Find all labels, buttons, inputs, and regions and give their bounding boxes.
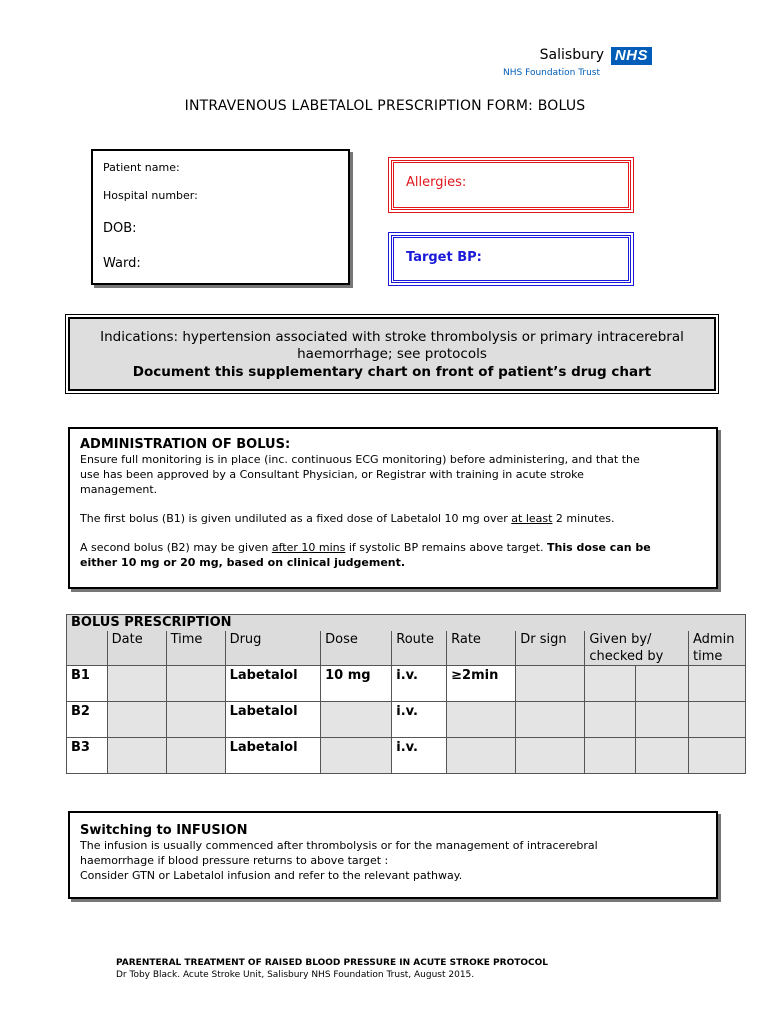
route-cell: i.v. xyxy=(392,666,447,702)
org-name: Salisbury xyxy=(539,47,604,63)
bolus-prescription-table xyxy=(66,614,746,774)
dr-sign-cell[interactable] xyxy=(516,738,585,774)
date-cell[interactable] xyxy=(107,702,166,738)
indications-line-1: Indications: hypertension associated with stroke thrombolysis or primary intracerebral xyxy=(100,329,684,345)
patient-name-label: Patient name: xyxy=(103,161,180,174)
route-cell: i.v. xyxy=(392,702,447,738)
rate-cell: ≥2min xyxy=(447,666,516,702)
allergies-box xyxy=(391,160,631,210)
header-time: Time xyxy=(166,631,225,666)
prescription-title: BOLUS PRESCRIPTION xyxy=(67,615,746,632)
table-row xyxy=(67,666,746,702)
route-cell: i.v. xyxy=(392,738,447,774)
dose-cell: 10 mg xyxy=(321,666,392,702)
hospital-number-label: Hospital number: xyxy=(103,189,198,202)
row-id: B3 xyxy=(67,738,108,774)
rate-cell[interactable] xyxy=(447,702,516,738)
table-row xyxy=(67,702,746,738)
given-by-cell[interactable] xyxy=(585,738,636,774)
switching-line-1: The infusion is usually commenced after thrombolysis or for the management of intracerebral xyxy=(80,839,598,852)
drug-cell: Labetalol xyxy=(225,666,321,702)
ward-label: Ward: xyxy=(103,256,141,271)
dose-cell[interactable] xyxy=(321,738,392,774)
header-dose: Dose xyxy=(321,631,392,666)
row-id: B1 xyxy=(67,666,108,702)
checked-by-cell[interactable] xyxy=(636,702,689,738)
target-bp-label: Target BP: xyxy=(406,250,482,265)
time-cell[interactable] xyxy=(166,702,225,738)
header-given-by: Given by/ checked by xyxy=(585,631,689,666)
header-blank xyxy=(67,631,108,666)
given-by-cell[interactable] xyxy=(585,666,636,702)
admin-time-cell[interactable] xyxy=(689,666,746,702)
switching-line-2: haemorrhage if blood pressure returns to above target : xyxy=(80,854,389,867)
checked-by-cell[interactable] xyxy=(636,666,689,702)
date-cell[interactable] xyxy=(107,666,166,702)
nhs-badge: NHS xyxy=(611,47,652,65)
rate-cell[interactable] xyxy=(447,738,516,774)
administration-para-2 xyxy=(80,511,706,526)
indications-panel xyxy=(68,317,716,391)
row-id: B2 xyxy=(67,702,108,738)
drug-cell: Labetalol xyxy=(225,702,321,738)
administration-heading: ADMINISTRATION OF BOLUS: xyxy=(80,437,291,452)
indications-line-2: haemorrhage; see protocols xyxy=(297,346,487,362)
footer xyxy=(116,957,548,981)
para-2-text-b: 2 minutes. xyxy=(552,512,615,525)
para-3-text-a: A second bolus (B2) may be given xyxy=(80,541,272,554)
patient-details-box xyxy=(91,149,350,285)
date-cell[interactable] xyxy=(107,738,166,774)
para-2-underlined: at least xyxy=(511,512,553,525)
para-3-bold-1: This dose can be xyxy=(547,541,651,554)
para-2-text-a: The first bolus (B1) is given undiluted as a fixed dose of Labetalol 10 mg over xyxy=(80,512,512,525)
dr-sign-cell[interactable] xyxy=(516,702,585,738)
indications-line-3: Document this supplementary chart on front of patient’s drug chart xyxy=(132,364,652,380)
trust-logo xyxy=(500,44,660,84)
time-cell[interactable] xyxy=(166,738,225,774)
allergies-label: Allergies: xyxy=(406,175,467,190)
administration-para-1-line-1: Ensure full monitoring is in place (inc. continuous ECG monitoring) before administering, and that the xyxy=(80,453,640,466)
header-rate: Rate xyxy=(447,631,516,666)
dose-cell[interactable] xyxy=(321,702,392,738)
table-row xyxy=(67,738,746,774)
dr-sign-cell[interactable] xyxy=(516,666,585,702)
switching-box xyxy=(68,811,718,899)
para-3-bold-2: either 10 mg or 20 mg, based on clinical judgement. xyxy=(80,556,406,569)
footer-author: Dr Toby Black. Acute Stroke Unit, Salisbury NHS Foundation Trust, August 2015. xyxy=(116,970,475,980)
administration-box xyxy=(68,427,718,589)
target-bp-box xyxy=(391,235,631,283)
switching-line-3: Consider GTN or Labetalol infusion and refer to the relevant pathway. xyxy=(80,869,463,882)
time-cell[interactable] xyxy=(166,666,225,702)
administration-para-1-line-3: management. xyxy=(80,483,158,496)
given-by-cell[interactable] xyxy=(585,702,636,738)
header-date: Date xyxy=(107,631,166,666)
administration-para-3 xyxy=(80,540,706,555)
form-title: INTRAVENOUS LABETALOL PRESCRIPTION FORM: BOLUS xyxy=(184,98,586,114)
header-route: Route xyxy=(392,631,447,666)
admin-time-cell[interactable] xyxy=(689,738,746,774)
dob-label: DOB: xyxy=(103,221,137,236)
admin-time-cell[interactable] xyxy=(689,702,746,738)
trust-name: NHS Foundation Trust xyxy=(503,68,600,78)
switching-heading: Switching to INFUSION xyxy=(80,823,248,838)
header-admin-time: Admin time xyxy=(689,631,746,666)
header-drug: Drug xyxy=(225,631,321,666)
footer-protocol-title: PARENTERAL TREATMENT OF RAISED BLOOD PRESSURE IN ACUTE STROKE PROTOCOL xyxy=(116,958,548,968)
checked-by-cell[interactable] xyxy=(636,738,689,774)
administration-para-1-line-2: use has been approved by a Consultant Physician, or Registrar with training in acute stroke xyxy=(80,468,584,481)
para-3-text-b: if systolic BP remains above target. xyxy=(345,541,548,554)
header-dr-sign: Dr sign xyxy=(516,631,585,666)
para-3-underlined: after 10 mins xyxy=(271,541,346,554)
drug-cell: Labetalol xyxy=(225,738,321,774)
